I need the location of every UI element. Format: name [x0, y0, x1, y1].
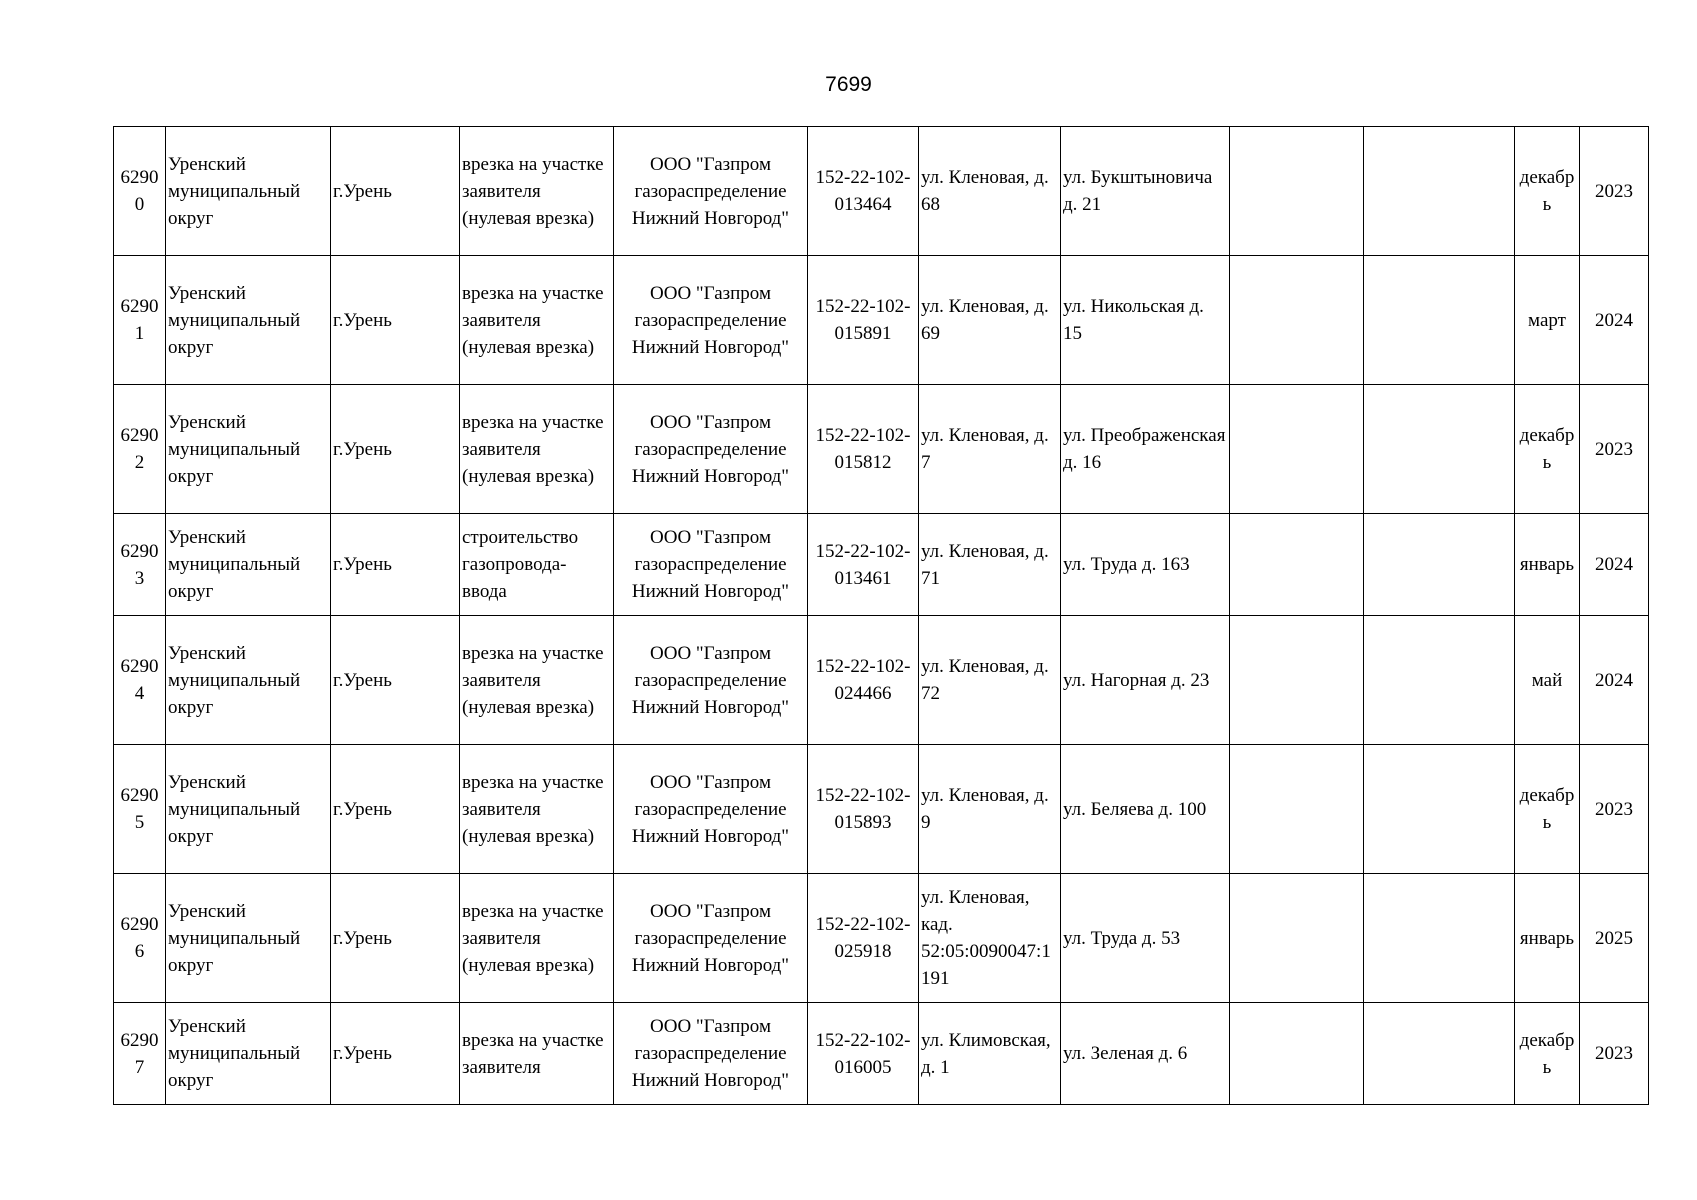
district-cell: Уренский муниципальный округ	[166, 1003, 331, 1105]
request-code-bottom: 015891	[834, 323, 892, 344]
empty-cell-2	[1364, 745, 1515, 874]
district-cell: Уренский муниципальный округ	[166, 874, 331, 1003]
connection-address-cell: ул. Зеленая д. 6	[1061, 1003, 1230, 1105]
year-cell: 2023	[1580, 1003, 1649, 1105]
table-row	[114, 616, 1649, 745]
request-code-cell	[808, 256, 919, 385]
month-cell: декабрь	[1515, 127, 1580, 256]
request-code-top: 152-22-102-	[815, 296, 911, 317]
record-number-cell	[114, 256, 166, 385]
request-code-bottom: 013464	[834, 194, 892, 215]
request-code-bottom: 025918	[834, 941, 892, 962]
organization-cell: ООО "Газпром газораспределение Нижний Новгород"	[614, 256, 808, 385]
work-type-cell: врезка на участке заявителя	[460, 1003, 614, 1105]
object-address-cell: ул. Кленовая, д. 7	[919, 385, 1061, 514]
year-cell: 2023	[1580, 385, 1649, 514]
town-cell: г.Урень	[331, 385, 460, 514]
request-code-bottom: 015893	[834, 812, 892, 833]
organization-cell: ООО "Газпром газораспределение Нижний Новгород"	[614, 745, 808, 874]
record-number-bottom: 1	[134, 323, 145, 344]
work-type-cell: врезка на участке заявителя (нулевая врезка)	[460, 874, 614, 1003]
record-number-top: 6290	[120, 656, 159, 677]
work-type-cell: врезка на участке заявителя (нулевая врезка)	[460, 127, 614, 256]
month-cell: январь	[1515, 514, 1580, 616]
month-cell: декабрь	[1515, 745, 1580, 874]
record-number-bottom: 0	[134, 194, 145, 215]
record-number-cell	[114, 616, 166, 745]
record-number-top: 6290	[120, 167, 159, 188]
district-cell: Уренский муниципальный округ	[166, 127, 331, 256]
request-code-bottom: 024466	[834, 683, 892, 704]
request-code-top: 152-22-102-	[815, 656, 911, 677]
record-number-top: 6290	[120, 1029, 159, 1051]
request-code-top: 152-22-102-	[815, 1029, 911, 1051]
request-code-cell	[808, 745, 919, 874]
work-type-cell: строительство газопровода-ввода	[460, 514, 614, 616]
record-number-cell	[114, 1003, 166, 1105]
object-address-cell: ул. Кленовая, д. 9	[919, 745, 1061, 874]
empty-cell-2	[1364, 1003, 1515, 1105]
town-cell: г.Урень	[331, 1003, 460, 1105]
year-cell: 2023	[1580, 127, 1649, 256]
empty-cell-1	[1230, 745, 1364, 874]
request-code-cell	[808, 1003, 919, 1105]
record-number-bottom: 5	[134, 812, 145, 833]
empty-cell-2	[1364, 256, 1515, 385]
town-cell: г.Урень	[331, 616, 460, 745]
connection-address-cell: ул. Труда д. 53	[1061, 874, 1230, 1003]
object-address-cell: ул. Кленовая, д. 69	[919, 256, 1061, 385]
month-cell: март	[1515, 256, 1580, 385]
work-type-cell: врезка на участке заявителя (нулевая врезка)	[460, 616, 614, 745]
table-row	[114, 874, 1649, 1003]
request-code-top: 152-22-102-	[815, 540, 911, 562]
town-cell: г.Урень	[331, 127, 460, 256]
year-cell: 2024	[1580, 256, 1649, 385]
connection-address-cell: ул. Труда д. 163	[1061, 514, 1230, 616]
empty-cell-1	[1230, 514, 1364, 616]
district-cell: Уренский муниципальный округ	[166, 616, 331, 745]
table-row	[114, 514, 1649, 616]
district-cell: Уренский муниципальный округ	[166, 256, 331, 385]
empty-cell-2	[1364, 616, 1515, 745]
table-row	[114, 385, 1649, 514]
organization-cell: ООО "Газпром газораспределение Нижний Новгород"	[614, 616, 808, 745]
district-cell: Уренский муниципальный округ	[166, 514, 331, 616]
record-number-bottom: 3	[134, 567, 145, 589]
request-code-top: 152-22-102-	[815, 785, 911, 806]
table-body	[114, 127, 1649, 1105]
connection-address-cell: ул. Беляева д. 100	[1061, 745, 1230, 874]
empty-cell-2	[1364, 385, 1515, 514]
record-number-top: 6290	[120, 540, 159, 562]
month-cell: декабрь	[1515, 1003, 1580, 1105]
organization-cell: ООО "Газпром газораспределение Нижний Новгород"	[614, 874, 808, 1003]
work-type-cell: врезка на участке заявителя (нулевая врезка)	[460, 256, 614, 385]
page-number: 7699	[825, 73, 872, 96]
request-code-cell	[808, 616, 919, 745]
record-number-cell	[114, 874, 166, 1003]
request-code-top: 152-22-102-	[815, 425, 911, 446]
record-number-bottom: 4	[134, 683, 145, 704]
table-row	[114, 1003, 1649, 1105]
empty-cell-2	[1364, 127, 1515, 256]
organization-cell: ООО "Газпром газораспределение Нижний Новгород"	[614, 127, 808, 256]
object-address-cell: ул. Кленовая, кад. 52:05:0090047:1191	[919, 874, 1061, 1003]
empty-cell-1	[1230, 385, 1364, 514]
empty-cell-2	[1364, 514, 1515, 616]
month-cell: январь	[1515, 874, 1580, 1003]
connection-address-cell: ул. Нагорная д. 23	[1061, 616, 1230, 745]
town-cell: г.Урень	[331, 514, 460, 616]
object-address-cell: ул. Кленовая, д. 68	[919, 127, 1061, 256]
request-code-top: 152-22-102-	[815, 167, 911, 188]
organization-cell: ООО "Газпром газораспределение Нижний Новгород"	[614, 385, 808, 514]
record-number-top: 6290	[120, 914, 159, 935]
request-code-bottom: 016005	[834, 1056, 892, 1078]
district-cell: Уренский муниципальный округ	[166, 745, 331, 874]
district-cell: Уренский муниципальный округ	[166, 385, 331, 514]
organization-cell: ООО "Газпром газораспределение Нижний Новгород"	[614, 514, 808, 616]
record-number-bottom: 7	[134, 1056, 145, 1078]
object-address-cell: ул. Кленовая, д. 71	[919, 514, 1061, 616]
record-number-cell	[114, 514, 166, 616]
request-code-cell	[808, 127, 919, 256]
request-code-cell	[808, 514, 919, 616]
empty-cell-1	[1230, 127, 1364, 256]
request-code-bottom: 013461	[834, 567, 892, 589]
work-type-cell: врезка на участке заявителя (нулевая врезка)	[460, 385, 614, 514]
table-row	[114, 745, 1649, 874]
town-cell: г.Урень	[331, 256, 460, 385]
empty-cell-1	[1230, 874, 1364, 1003]
record-number-cell	[114, 745, 166, 874]
record-number-top: 6290	[120, 785, 159, 806]
registry-table	[113, 126, 1649, 1105]
work-type-cell: врезка на участке заявителя (нулевая врезка)	[460, 745, 614, 874]
request-code-bottom: 015812	[834, 452, 892, 473]
request-code-cell	[808, 385, 919, 514]
connection-address-cell: ул. Букштыновича д. 21	[1061, 127, 1230, 256]
record-number-top: 6290	[120, 296, 159, 317]
year-cell: 2023	[1580, 745, 1649, 874]
connection-address-cell: ул. Никольская д. 15	[1061, 256, 1230, 385]
empty-cell-1	[1230, 1003, 1364, 1105]
year-cell: 2025	[1580, 874, 1649, 1003]
object-address-cell: ул. Кленовая, д. 72	[919, 616, 1061, 745]
empty-cell-1	[1230, 256, 1364, 385]
empty-cell-2	[1364, 874, 1515, 1003]
month-cell: декабрь	[1515, 385, 1580, 514]
record-number-bottom: 6	[134, 941, 145, 962]
record-number-cell	[114, 127, 166, 256]
organization-cell: ООО "Газпром газораспределение Нижний Новгород"	[614, 1003, 808, 1105]
object-address-cell: ул. Климовская, д. 1	[919, 1003, 1061, 1105]
table-row	[114, 256, 1649, 385]
connection-address-cell: ул. Преображенская д. 16	[1061, 385, 1230, 514]
record-number-cell	[114, 385, 166, 514]
request-code-cell	[808, 874, 919, 1003]
table-row	[114, 127, 1649, 256]
month-cell: май	[1515, 616, 1580, 745]
year-cell: 2024	[1580, 514, 1649, 616]
record-number-bottom: 2	[134, 452, 145, 473]
record-number-top: 6290	[120, 425, 159, 446]
town-cell: г.Урень	[331, 874, 460, 1003]
town-cell: г.Урень	[331, 745, 460, 874]
year-cell: 2024	[1580, 616, 1649, 745]
empty-cell-1	[1230, 616, 1364, 745]
request-code-top: 152-22-102-	[815, 914, 911, 935]
